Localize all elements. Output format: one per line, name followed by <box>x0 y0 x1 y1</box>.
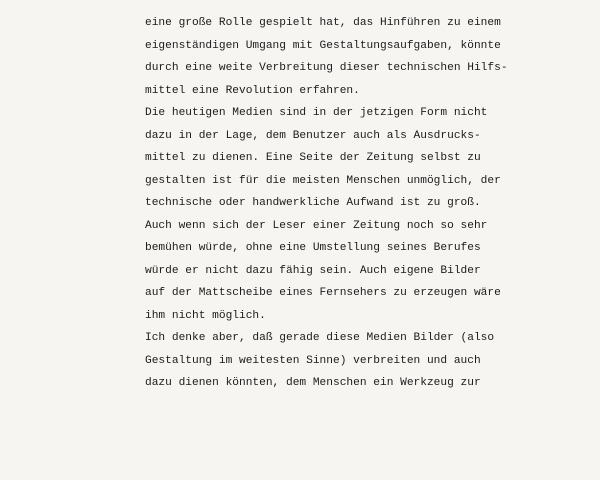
text-line: Ich denke aber, daß gerade diese Medien Bilder (also <box>145 332 495 344</box>
text-line: Auch wenn sich der Leser einer Zeitung noch so sehr <box>145 219 488 232</box>
text-line: eine große Rolle gespielt hat, das Hinführen zu einem <box>145 17 501 29</box>
typewritten-text-block <box>145 12 565 395</box>
text-line: mittel zu dienen. Eine Seite der Zeitung selbst zu <box>145 152 481 164</box>
text-line: auf der Mattscheibe eines Fernsehers zu erzeugen wäre <box>145 287 501 299</box>
text-line: durch eine weite Verbreitung dieser technischen Hilfs- <box>145 62 508 74</box>
text-line: bemühen würde, ohne eine Umstellung seines Berufes <box>145 242 481 254</box>
text-line: würde er nicht dazu fähig sein. Auch eigene Bilder <box>145 264 481 277</box>
text-line: dazu in der Lage, dem Benutzer auch als Ausdrucks- <box>145 129 481 142</box>
text-line: Gestaltung im weitesten Sinne) verbreiten und auch <box>145 354 481 367</box>
text-line: gestalten ist für die meisten Menschen unmöglich, der <box>145 174 501 187</box>
text-line: eigenständigen Umgang mit Gestaltungsaufgaben, könnte <box>145 39 501 52</box>
text-line: technische oder handwerkliche Aufwand ist zu groß. <box>145 197 481 209</box>
text-line: ihm nicht möglich. <box>145 309 266 322</box>
text-line: dazu dienen könnten, dem Menschen ein Werkzeug zur <box>145 377 481 389</box>
text-line: mittel eine Revolution erfahren. <box>145 84 360 97</box>
text-line: Die heutigen Medien sind in der jetzigen Form nicht <box>145 107 488 119</box>
